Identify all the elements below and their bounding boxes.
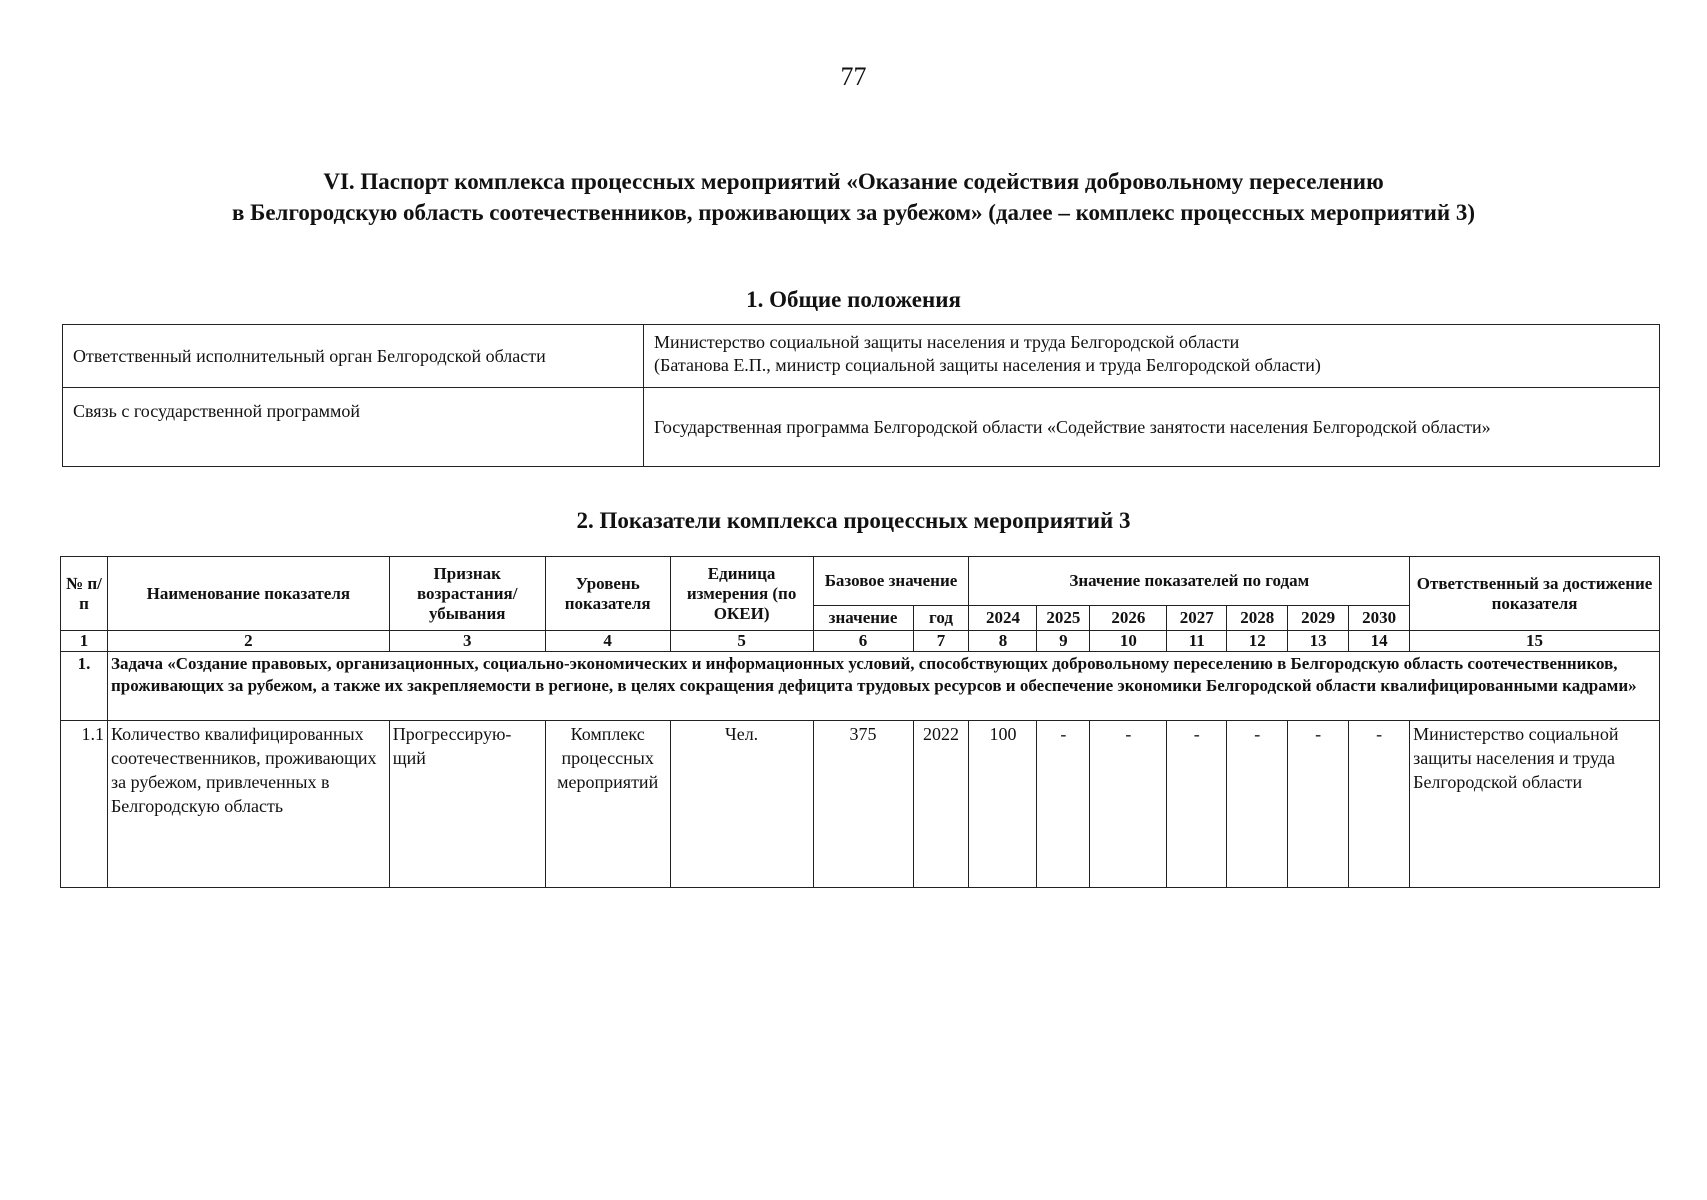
indicator-unit: Чел. — [670, 721, 813, 888]
indicator-name: Количество квалифицированных соотечественников, проживающих за рубежом, привлеченных в Белгородскую область — [107, 721, 389, 888]
indicator-level: Комплекс процессных мероприятий — [545, 721, 670, 888]
header-year: 2029 — [1288, 606, 1349, 631]
column-number: 9 — [1037, 631, 1090, 652]
title-line-1: VI. Паспорт комплекса процессных мероприятий «Оказание содействия добровольному переселению — [323, 169, 1384, 194]
document-title — [0, 166, 1707, 228]
year-value: - — [1090, 721, 1167, 888]
page-number: 77 — [840, 62, 867, 91]
column-number: 13 — [1288, 631, 1349, 652]
header-num: № п/п — [61, 557, 108, 631]
indicator-sign: Прогрессирую-щий — [389, 721, 545, 888]
header-name: Наименование показателя — [107, 557, 389, 631]
year-value: 100 — [969, 721, 1037, 888]
program-link-value: Государственная программа Белгородской области «Содействие занятости населения Белгородской области» — [644, 388, 1660, 467]
year-value: - — [1167, 721, 1227, 888]
year-value: - — [1288, 721, 1349, 888]
year-value: - — [1227, 721, 1288, 888]
column-number: 14 — [1349, 631, 1410, 652]
header-base-value: значение — [813, 606, 913, 631]
header-base-year: год — [913, 606, 969, 631]
task-row — [61, 652, 1660, 721]
year-value: - — [1037, 721, 1090, 888]
column-number: 7 — [913, 631, 969, 652]
header-year: 2024 — [969, 606, 1037, 631]
column-number: 8 — [969, 631, 1037, 652]
header-level: Уровень показателя — [545, 557, 670, 631]
table-row — [63, 388, 1660, 467]
row-num: 1.1 — [61, 721, 108, 888]
header-year: 2028 — [1227, 606, 1288, 631]
table-header-row — [61, 557, 1660, 606]
year-value: - — [1349, 721, 1410, 888]
responsible-cell: Министерство социальной защиты населения и труда Белгородской области — [1410, 721, 1660, 888]
responsible-body-value — [644, 325, 1660, 388]
program-link-label: Связь с государственной программой — [63, 388, 644, 467]
column-number: 10 — [1090, 631, 1167, 652]
column-number: 2 — [107, 631, 389, 652]
header-sign: Признак возрастания/ убывания — [389, 557, 545, 631]
table-row — [63, 325, 1660, 388]
task-text: Задача «Создание правовых, организационных, социально-экономических и информационных условий, способствующих добровольному переселению в Белгородскую область соотечественников, проживающих за рубежом, а также их закрепляемости в регионе, в целях сокращения дефицита трудовых ресурсов и обеспечение экономики Белгородской области квалифицированными кадрами» — [107, 652, 1659, 721]
column-number: 6 — [813, 631, 913, 652]
header-year: 2026 — [1090, 606, 1167, 631]
header-year: 2030 — [1349, 606, 1410, 631]
header-year: 2025 — [1037, 606, 1090, 631]
header-years-group: Значение показателей по годам — [969, 557, 1410, 606]
header-responsible: Ответственный за достижение показателя — [1410, 557, 1660, 631]
header-unit: Единица измерения (по ОКЕИ) — [670, 557, 813, 631]
column-number: 4 — [545, 631, 670, 652]
column-number: 12 — [1227, 631, 1288, 652]
column-number: 1 — [61, 631, 108, 652]
indicators-table — [60, 556, 1660, 888]
task-num: 1. — [61, 652, 108, 721]
column-number: 3 — [389, 631, 545, 652]
title-line-2: в Белгородскую область соотечественников, проживающих за рубежом» (далее – комплекс процессных мероприятий 3) — [231, 200, 1476, 225]
column-number: 15 — [1410, 631, 1660, 652]
value-line: (Батанова Е.П., министр социальной защиты населения и труда Белгородской области) — [654, 355, 1321, 375]
base-value: 375 — [813, 721, 913, 888]
table-row — [61, 721, 1660, 888]
column-number: 11 — [1167, 631, 1227, 652]
section1-heading: 1. Общие положения — [746, 287, 961, 312]
header-base: Базовое значение — [813, 557, 969, 606]
base-year: 2022 — [913, 721, 969, 888]
column-numbers-row — [61, 631, 1660, 652]
general-provisions-table — [62, 324, 1660, 467]
responsible-body-label: Ответственный исполнительный орган Белгородской области — [63, 325, 644, 388]
section2-heading: 2. Показатели комплекса процессных мероприятий 3 — [576, 508, 1131, 533]
value-line: Министерство социальной защиты населения и труда Белгородской области — [654, 332, 1240, 352]
column-number: 5 — [670, 631, 813, 652]
header-year: 2027 — [1167, 606, 1227, 631]
